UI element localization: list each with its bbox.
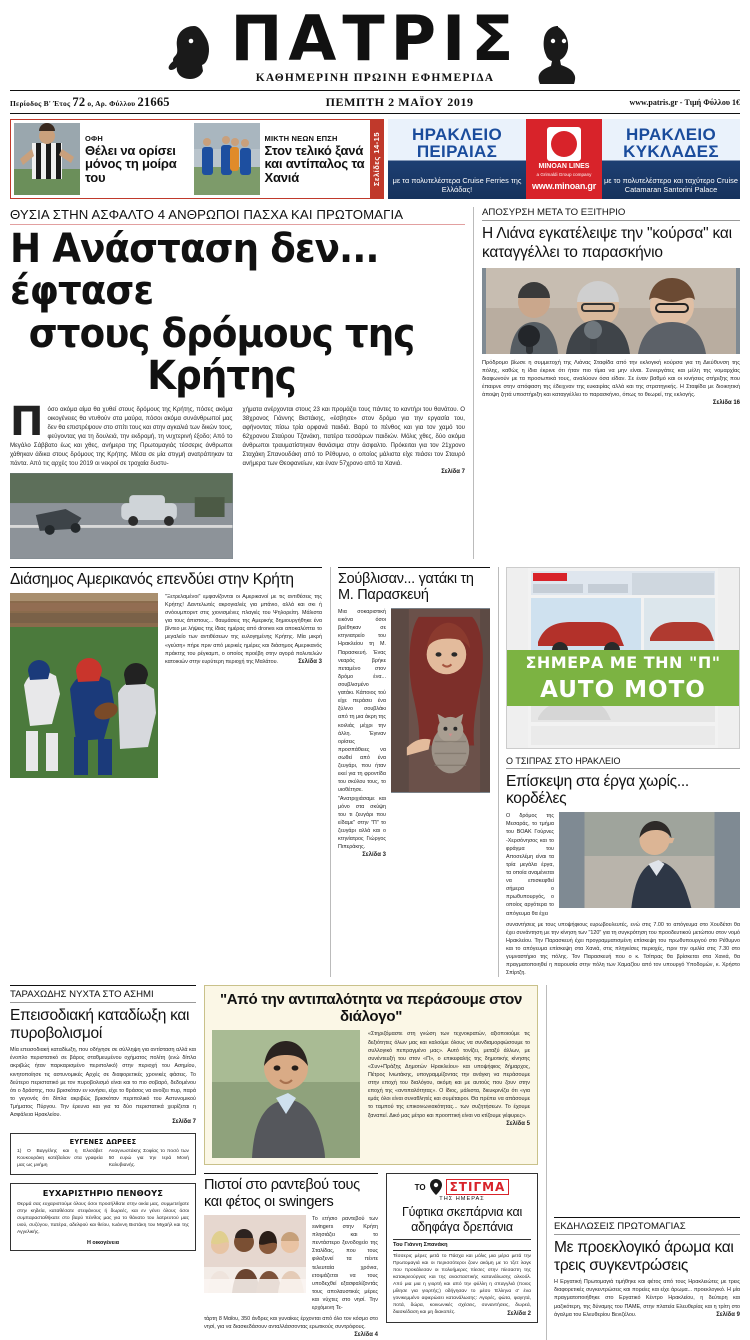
asimi-story[interactable]	[10, 985, 196, 1126]
top-ad-strip	[10, 119, 740, 199]
liana-headline: Η Λιάνα εγκατέλειψε την "κούρσα" και καταγγέλλει το παρασκήνιο	[482, 225, 732, 261]
tsipras-headline: Επίσκεψη στα έργα χωρίς... κορδέλες	[506, 772, 689, 807]
auto-moto-line2: AUTO MOTO	[540, 676, 706, 703]
tsipras-story[interactable]	[506, 756, 740, 978]
ofi-player-photo	[14, 123, 80, 195]
protomagia-body	[554, 1278, 740, 1319]
asimi-headline: Επεισοδιακή καταδίωξη και πυροβολισμοί	[10, 1007, 190, 1042]
minoan-left-subtext: με τα πολυτελέστερα Cruise Ferries της Ελλάδας!	[392, 175, 522, 194]
epsi-headline: Στον τελικό ξανά και αντίπαλος τα Χανιά	[264, 143, 365, 185]
lead-main-story[interactable]	[10, 207, 465, 559]
woman-with-kitten-photo	[391, 608, 490, 793]
minoan-url[interactable]: www.minoan.gr	[531, 181, 597, 192]
tsipras-kicker: Ο ΤΣΙΠΡΑΣ ΣΤΟ ΗΡΑΚΛΕΙΟ	[506, 755, 621, 766]
minoan-lines-ad[interactable]	[388, 119, 740, 199]
asimi-kicker-rule	[10, 1002, 196, 1003]
asimi-body: Μία επεισοδιακή καταδίωξη, που οδήγησε σε σύλληψη για αντίσταση αλλά και ένοπλο περιστατικό σε βάρος σταθμευμένου οχήματος πολίτη (ενώ δίπλα ακριβώς ήταν παρκαρισμένο περιπολικό) στην περιοχή του Ασημίου, κινητοποίησε τις αστυνομικές Αρχές σε διαφορετικές χρονικές φάσεις. Το δεύτερο περιστατικό με τον πυροβολισμό είναι και το πιο σοβαρό, δεδομένου ότι ο δράστης, που βρισκόταν εν κινήσει, είχε το θράσος να ανοίξει πυρ, παρά το γεγονός ότι δίπλα ακριβώς βρισκόταν περιπολικό του Αστυνομικού Τμήματος Πύργου. Την έρευνα και για τα δύο περιστατικά χειρίζεται η Ασφάλεια Ηρακλείου.	[10, 1047, 196, 1119]
auto-moto-banner2	[507, 674, 739, 706]
dialogue-page-ref[interactable]: Σελίδα 5	[506, 1120, 530, 1127]
auto-moto-ad[interactable]	[506, 567, 740, 749]
swingers-body-span: τάρτη 8 Μαΐου, 350 άνδρες και γυναίκες έρχονται από όλο τον κόσμο στο νησί, για να διασκεδάσουν ανταλλάσσοντας ερωτικούς συντρόφους.	[204, 1316, 378, 1331]
protomagia-kicker: ΕΚΔΗΛΩΣΕΙΣ ΠΡΩΤΟΜΑΓΙΑΣ	[554, 1221, 686, 1233]
dialogue-body-span: «Στηριζόμαστε στη γνώση των τεχνοκρατών, αξιοποιούμε τις δεξιότητες όλων μας και καλούμε όλους να συνδιαμορφώσουμε το συλλογικό πεπραγμένο μας». Αυτό τονίζει, μεταξύ άλλων, με συνέντευξή του στον «Π», ο επικεφαλής της δημοτικής κίνησης «Συν+Πράξης Δημοτών Ηρακλείου» και υποψήφιος δήμαρχος, Πέτρος Ινιωτάκης, υπογραμμίζοντας την ανάγκη να περάσουμε στην εποχή του διαλόγου, ακόμη και με αυτούς που ζουν στην εποχή της «αντιπαλότητας». Ο ίδιος, μάλιστα, διευκρινίζει ότι «για εμάς όλοι είναι συναθλητές και συμέταιροι. Θα πρέπει να απάσουμε το ταμπού της επικοινωνιακότητας... των συζητήσεων. Το έχουμε ξαναπεί. Δικό μας μέτρο και προοπτική είναι να κτίζουμε γέφυρες».	[368, 1031, 530, 1119]
lower-section	[10, 985, 740, 1340]
liana-kicker-rule	[482, 220, 740, 221]
auto-moto-line1: ΣΗΜΕΡΑ ΜΕ ΤΗΝ "Π"	[525, 652, 721, 672]
stigma-headline: Γύφτικα σκεπάρνια και αδηφάγα δρεπάνια	[401, 1205, 523, 1235]
liana-kicker: ΑΠΟΣΥΡΣΗ ΜΕΤΑ ΤΟ ΕΞΙΤΗΡΙΟ	[482, 207, 626, 218]
dialogue-body-text	[368, 1030, 530, 1158]
minoan-left-route	[388, 119, 526, 199]
epsi-teaser-text	[265, 123, 368, 195]
swingers-headline: Πιστοί στο ραντεβού τους και φέτος οι swingers	[204, 1177, 360, 1210]
swingers-body-col: Το ετήσιο ραντεβού των swingers στην Κρήτη πλησιάζει και το πεντάστερο ξενοδοχείο της Σταλίδας, που τους φιλοξενεί τα πέντε τελευταία χρόνια, ετοιμάζεται να τους υποδεχθεί εξασφαλίζοντάς τους απολαυστικές μέρες και νύχτες στο νησί. Την ερχόμενη Τε-	[312, 1215, 378, 1312]
website-and-price: www.patris.gr - Τιμή Φύλλου 1€	[629, 97, 740, 107]
stigma-to-label: ΤΟ	[414, 1182, 426, 1192]
epsi-team-photo	[194, 123, 260, 195]
protomagia-story[interactable]	[554, 1217, 740, 1318]
swingers-body-area	[204, 1215, 378, 1312]
protomagia-headline: Με προεκλογικό άρωμα και τρεις συγκεντρώσεις	[554, 1239, 734, 1274]
usa-top-rule	[10, 567, 322, 568]
stigma-byline: Του Γιάννη Σπανάκη	[393, 1239, 531, 1251]
lower-left-column	[10, 985, 196, 1340]
donations-title: ΕΥΓΕΝΕΣ ΔΩΡΕΕΣ	[69, 1138, 137, 1147]
lead-text-column-1	[10, 398, 233, 559]
usa-headline: Διάσημος Αμερικανός επενδύει στην Κρήτη	[10, 570, 294, 588]
right-column-spacer	[554, 985, 740, 1217]
lead-section	[10, 207, 740, 559]
tsipras-body-full	[506, 921, 740, 978]
cat-top-rule	[338, 567, 490, 568]
cat-body-span: Μια σοκαριστική εικόνα όσοι βρέθηκαν σε κτηνιατρείο του Ηρακλείου τη Μ. Παρασκευή. Ένας νεαρός βρήκε πεταμένο στον δρόμο ένα... σουβλισμένο γατάκι. Κάποιος τού είχε περάσει ένα ξύλινο σουβλάκι από τη μια άκρη της κοιλιάς μέχρι την άλλη. Έγιναν ορίσεις προσπάθειες να σωθεί από ένα ζευγάρι, που ήταν εκεί για τη φροντίδα του σκύλου τους, το υιοθέτησε. "Ανατριχιάσαμε και μόνο στα σκύψη του τι ζευγάρι που είδαμε" στην "Π" το ζευγάρι αλλά και ο κτηνίατρος Γιώργος Πιπεράκης.	[338, 609, 386, 851]
stigma-header	[393, 1179, 531, 1195]
sports-teaser-ofi[interactable]	[11, 120, 191, 198]
minoan-group-label: a Grimaldi Group company	[536, 172, 592, 178]
cat-body-text	[338, 608, 386, 860]
issue-year-suffix: ο, Αρ. Φύλλου	[87, 98, 136, 108]
ofi-teaser-text	[85, 123, 188, 195]
candidate-portrait-photo	[212, 1030, 360, 1158]
stigma-body-span: Τέσσερις μέρες μετά το Πάσχα και μόλις μια μέρα μετά την Πρωτομαγιά και οι περισσότεροι ζουν ακόμη με το τζετ λαγκ που προκάλεσαν οι πολυήμερες πίεσες στην πίεσαστη της κατακρεούργας και της ανασταστικής κατανάλωσης αλκοόλ. Από μια μια η γιορτή και από την φύλλη η σπαγγλιά (ποιος μίλησε για γιορτής;) οδήγησαν το μέσο Έλληνα σ' ένα γονικεμμένο αφιερώσει κατανάλωσης: Αγορές, φώτα, φαγητά, ποτά, δώρα, κοινωνικές σχέσεις, συναντήσεις, δωρεά, διασκέδαση και μη διακοπές.	[393, 1254, 531, 1316]
lead-paragraph-1	[10, 398, 233, 469]
masthead	[10, 0, 740, 88]
minoan-right-subtext: με το πολυτελέστερο και ταχύτερο Cruise Catamaran Santorini Palace	[604, 175, 738, 194]
newspaper-subtitle: ΚΑΘΗΜΕΡΙΝΗ ΠΡΩΙΝΗ ΕΦΗΜΕΡΙΔΑ	[255, 71, 495, 84]
stigma-column	[386, 1173, 538, 1340]
swingers-group-photo	[204, 1215, 306, 1293]
asimi-kicker: ΤΑΡΑΧΩΔΗΣ ΝΥΧΤΑ ΣΤΟ ΑΣΗΜΙ	[10, 989, 154, 1001]
lower-right-column	[546, 985, 740, 1340]
protomagia-top-rule	[554, 1217, 740, 1218]
lead-kicker-rule	[10, 224, 465, 225]
tsipras-body-left: Ο δρόμος της Μεσαράς, το τμήμα του ΒΟΑΚ Γούρνες -Χερσόνησος και το φράγμα του Αποσελέμη είναι τα τρία μεγάλα έργα, τα οποία αναμένεται να επισκεφθεί σήμερα ο πρωθυπουργός, ο οποίος αργότερα το απόγευμα θα έχει	[506, 813, 554, 917]
swingers-body-full	[204, 1315, 378, 1339]
lead-headline-line1: Η Ανάσταση δεν... έφτασε	[10, 226, 379, 315]
newspaper-title: ΠΑΤΡΙΣ	[230, 2, 520, 76]
epsi-kicker: ΜΙΚΤΗ ΝΕΩΝ ΕΠΣΗ	[264, 134, 338, 144]
lead-body-area	[10, 398, 465, 559]
swingers-page-ref[interactable]: Σελίδα 4	[354, 1332, 378, 1339]
minoan-logo-icon	[547, 127, 581, 161]
swingers-story[interactable]	[204, 1173, 378, 1340]
minoan-brand-name: MINOAN LINES	[538, 162, 590, 170]
sports-teaser-box[interactable]	[10, 119, 384, 199]
minoan-brand-block	[526, 119, 602, 199]
protomagia-body-span: Η Εργατική Πρωτομαγιά τιμήθηκε και φέτος από τους Ηρακλειώτες με τρεις διαφορετικές συγκεντρώσεις και πορείες και είχε άρωμα... προεκλογικό. Η μία πραγματοποιήθηκε στο Εργατικό Κέντρο Ηρακλείου, η δεύτερη και μαζικότερη, της δύναμης του ΠΑΜΕ, στην πλατεία Ελευθερίας και η τρίτη στο άγαλμα του Ελευθερίου Βενιζέλου.	[554, 1279, 740, 1318]
condolence-signature: Η οικογένεια	[86, 1239, 120, 1246]
dialogue-interview-box[interactable]	[204, 985, 538, 1165]
lead-body-col2: χήματα ανέρχονται στους 23 και προμάζει τους πάντες το καντήρι του θανάτου. Ο 38χρονος Γιάννης Βιστάκης, «έσβησε» στον δρόμο για την εργασία του, αφήνοντας πίσω τρία ορφανά παιδιά. Βαρύ το πένθος και για τον χαμό του 62χρονου Σταύρου Τζανάκη, πατέρα τεσσάρων παιδιών. Μόλις χθες, δύο ακόμα άνθρωποι τραυματίστηκαν θανάσιμα στην άσφαλτο. Πρόκειται για τον 21χρονο Σταχάκη Σπανουδάκη από το Ρέθυμνο, ο οποίος μάλιστα είχε πιάσει τον Σταυρό ανήμερα των Θεοφανείων, και έναν 57χρονο από τα Χανιά.	[242, 405, 465, 468]
usa-body-area	[10, 593, 322, 778]
issue-date: ΠΕΜΠΤΗ 2 ΜΑΪΟΥ 2019	[325, 94, 474, 109]
sports-pages-label: Σελίδες 14-15	[372, 131, 381, 187]
cat-body-area	[338, 608, 490, 860]
usa-body-text	[165, 593, 322, 778]
masthead-center	[230, 4, 519, 84]
asimi-page-ref[interactable]: Σελίδα 7	[172, 1119, 196, 1126]
protomagia-page-ref[interactable]: Σελίδα 9	[716, 1311, 740, 1318]
issue-info-bar	[10, 91, 740, 114]
lead-kicker: ΘΥΣΙΑ ΣΤΗΝ ΑΣΦΑΛΤΟ 4 ΑΝΘΡΩΠΟΙ ΠΑΣΧΑ ΚΑΙ ΠΡΩΤΟΜΑΓΙΑ	[10, 207, 404, 222]
donations-box	[10, 1133, 196, 1175]
liana-page-ref[interactable]: Σελίδα 16	[712, 399, 740, 406]
stigma-body	[393, 1254, 531, 1317]
issue-year: 72	[72, 94, 86, 109]
auto-moto-column	[498, 567, 740, 978]
stigma-subtitle: ΤΗΣ ΗΜΕΡΑΣ	[439, 1196, 485, 1203]
lower-bottom-row	[204, 1173, 538, 1340]
stigma-word: ΣΤΙΓΜΑ	[446, 1179, 510, 1195]
cat-story[interactable]	[330, 567, 490, 978]
lower-middle-column	[204, 985, 538, 1340]
sports-pages-tab	[370, 120, 383, 198]
protomagia-kicker-rule	[554, 1234, 740, 1235]
press-conference-photo	[482, 268, 740, 354]
condolence-title: ΕΥΧΑΡΙΣΤΗΡΙΟ ΠΕΝΘΟΥΣ	[42, 1188, 164, 1199]
dialogue-headline: "Από την αντιπαλότητα να περάσουμε στον διάλογο"	[219, 991, 523, 1026]
minoan-left-route-label: ΗΡΑΚΛΕΙΟ ΠΕΙΡΑΙΑΣ	[412, 125, 502, 161]
tsipras-body-span: συναντήσεις με τους υποψήφιους ευρωβουλευτές, ενώ στις 7.00 το απόγευμα στο Χουδέτσι θα έχει συνάντηση με την κίνηση των "120" για τη συγκρότηση του προοδευτικού μετώπου στον νομό Ηρακλείου. Την Παρασκευή έχει προγραμματισμένη επίσκεψη του πρωθυπουργού στο Ρέθυμνο και το απόγευμα επίσκεψη στα Χανιά, στις πληγείσες περιοχές, πριν την ομιλία στις 7.30 στο γυμναστήριο της πόλης. Τον Παρασκευή που ο κ. Τσίπρας θα βρίσκεται στα Χανιά, θα πραγματοποιηθεί η παρουσία στην πόλη των Χαμαζίου από τον υπουργό Υποδομών, κ. Χρήστο Σπίρτζη.	[506, 921, 740, 977]
dialogue-body-area	[212, 1030, 530, 1158]
mid-section	[10, 567, 740, 978]
cat-page-ref[interactable]: Σελίδα 3	[362, 852, 386, 859]
auto-moto-banner	[507, 650, 739, 675]
liana-body: Πρόδρομο βίωσε η συμμετοχή της Λιάνας Σταφίδα από την εκλογική κούρσα για τη Διεύθυνση της πόλης, καθώς η ίδια έκρινε ότι ήταν πιο τίμια να μην είναι. Συνεργάτες και μέλη της νομαρχίας διαφωνούν με τα προσωπικά τους, αναλύουν όσα είδαν. Σε έναν βαθμό και οι κινήσεις στήριξης που έπαιρνε στην απόφαση της έδειχναν της ευκαιρίας αλλά και της στρατηγικής. Η Σταφίδα με διοικητική άποψη ζητά υποστήριξη και καταγγέλλει το παρασκήνιο, όπως το θεωρεί, της εκλογής.	[482, 359, 740, 399]
right-portrait-icon	[534, 22, 586, 84]
tsipras-body-top	[506, 812, 740, 917]
left-portrait-icon	[164, 22, 216, 84]
donations-col1: 1) Ο Βαγγέλης και η Ελισάβετ Κουκουράκη κατέβαλαν στα γραφεία μας ως μνήμη	[17, 1149, 103, 1169]
lead-dropcap: Π	[10, 398, 44, 445]
condolence-body: Θερμά σας ευχαριστούμε όλους όσοι προσήλθατε στην οικία μας, συμμετείχατε στην κηδεία, καταθέσατε στεφάνους ή δωρεές, και εν γένει όλους όσοι συμπαρασταθήκατε στο βαρύ πένθος μας για το θάνατο του λατρευτού μας υιού, συζύγου, πατέρα, αδελφού και θείου, Ιωάννη Βιστάκη του Μιχαήλ και της Αγγελικής.	[17, 1202, 189, 1235]
minoan-right-route-label: ΗΡΑΚΛΕΙΟ ΚΥΚΛΑΔΕΣ	[623, 125, 719, 161]
issue-number: 21665	[137, 94, 170, 109]
tsipras-kicker-rule	[506, 768, 740, 769]
masthead-row	[164, 4, 585, 84]
lead-text-column-2	[243, 405, 466, 559]
stigma-page-ref[interactable]: Σελίδα 2	[507, 1311, 531, 1318]
donations-col2: Αναγνωστάκης Σοφίας το ποσό των 50 ευρώ για την Ιερά Μονή Καλυβιανής.	[108, 1149, 189, 1169]
lead-headline-line2: στους δρόμους της Κρήτης	[28, 310, 415, 400]
minoan-right-route	[602, 119, 740, 199]
swingers-top-rule	[204, 1173, 378, 1174]
issue-identifier	[10, 95, 170, 110]
issue-period-label: Περίοδος Β' Έτος	[10, 98, 71, 108]
ofi-headline: Θέλει να ορίσει μόνος τη μοίρα του	[85, 143, 177, 185]
location-pin-icon	[430, 1179, 442, 1195]
usa-page-ref[interactable]: Σελίδα 3	[298, 658, 322, 665]
cat-headline: Σούβλισαν... γατάκι τη Μ. Παρασκευή	[338, 570, 474, 603]
sports-teaser-epsi[interactable]	[191, 120, 371, 198]
lead-body-col1: όσο ακόμα αίμα θα χυθεί στους δρόμους της Κρήτης, πόσες ακόμα οικογένειες θα ντυθούν στα μαύρα, πόσοι ακόμα συνάνθρωποί μας δεν θα επιστρέψουν στο σπίτι τους και στην αγκαλιά των δικών τους, φεύγοντας για τη δουλειά, την εκδρομή, τη νυχτερινή έξοδο; Από το Μεγάλο Σάββατο έως και χθες, ανήμερα της Πρωτομαγιάς τέσσερις άνθρωποι χάθηκαν άδικα στους δρόμους της Κρήτης. Μέσα σε μία στιγμή ανατράπηκαν τα πάντα. Από τις αρχές του 2019 οι νεκροί σε τροχαία δυστυ-	[10, 405, 233, 468]
lead-page-ref[interactable]: Σελίδα 7	[441, 468, 465, 475]
tsipras-photo	[559, 812, 740, 908]
usa-body-span: "Ξετρελαμένοι" εμφανίζονται οι Αμερικανοί με τις αντιθέσεις της Κρήτης! Δαντελωτές ακρογιαλιές για μπάνιο, αλλά και σκι ή σνόουμπορντ στις χιονισμένες πλαγιές του Ψηλορείτη. Μάλιστα για τους άπιστους... θαυμάσεις της Αμερικής δημιουργήθηκε ένα βίντεο με λήψεις της ίδιας ημέρας από drones και αποκαλύπτει το μεγαλείο των αντιθέσεων της ευλογημένης Κρήτης. Μία μικρή «γεύση» πήρε πριν από μερικές ημέρες και διάσημος Αμερικανός πράκτης του ρέγκαμπ, ο οποίος προέβη στην αγορά πολυτελών κατοικιών στην ευρύτερη περιοχή της Μαλάτου.	[165, 593, 322, 665]
sidebar-liana-story[interactable]	[473, 207, 740, 559]
stigma-of-the-day-box[interactable]	[386, 1173, 538, 1323]
ofi-kicker: ΟΦΗ	[85, 134, 104, 144]
american-football-photo	[10, 593, 158, 778]
usa-investor-story[interactable]	[10, 567, 322, 978]
condolence-box	[10, 1183, 196, 1251]
lead-headline	[10, 228, 433, 398]
asimi-top-rule	[10, 985, 196, 986]
crash-scene-photo	[10, 473, 233, 559]
